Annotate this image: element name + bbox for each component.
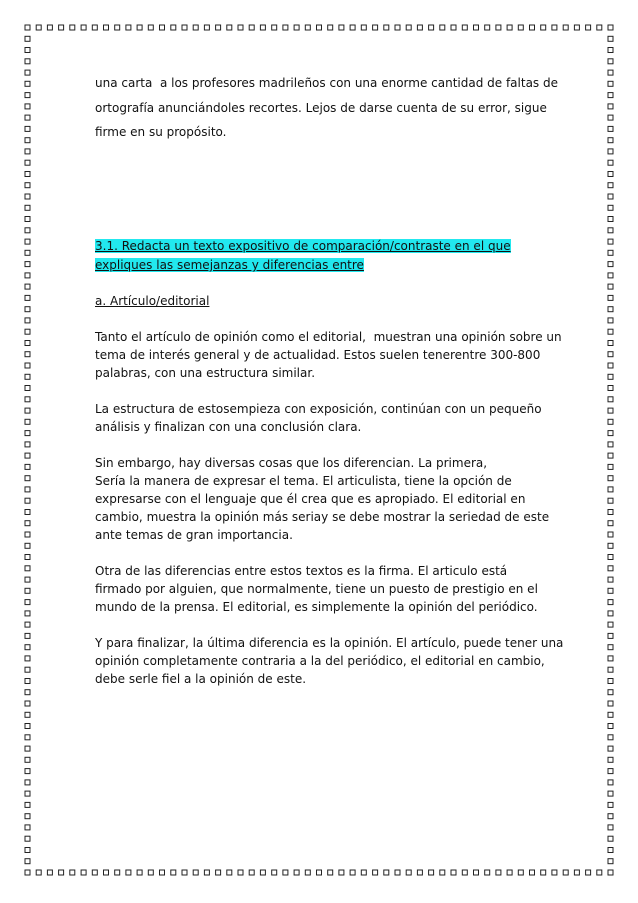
paragraph-line: tema de interés general y de actualidad. Estos suelen tenerentre 300-800	[95, 348, 541, 362]
paragraph-line: La estructura de estosempieza con exposición, continúan con un pequeño	[95, 402, 542, 416]
paragraph-line: palabras, con una estructura similar.	[95, 366, 316, 380]
paragraph-line: opinión completamente contraria a la del periódico, el editorial en cambio,	[95, 654, 545, 668]
paragraph-line: cambio, muestra la opinión más seriay se debe mostrar la seriedad de este	[95, 510, 550, 524]
paragraph-line: Sería la manera de expresar el tema. El articulista, tiene la opción de	[95, 474, 512, 488]
paragraph-line: Sin embargo, hay diversas cosas que los diferencian. La primera,	[95, 456, 488, 470]
task-line: expliques las semejanzas y diferencias entre	[95, 258, 364, 272]
paragraph-line: análisis y finalizan con una conclusión clara.	[95, 420, 362, 434]
paragraph-line: mundo de la prensa. El editorial, es simplemente la opinión del periódico.	[95, 600, 538, 614]
subheading: a. Artículo/editorial	[95, 294, 210, 308]
intro-line: firme en su propósito.	[95, 125, 227, 139]
intro-line: ortografía anunciándoles recortes. Lejos de darse cuenta de su error, sigue	[95, 101, 547, 115]
paragraph-line: firmado por alguien, que normalmente, tiene un puesto de prestigio en el	[95, 582, 538, 596]
paragraph-line: ante temas de gran importancia.	[95, 528, 293, 542]
paragraph-line: debe serle fiel a la opinión de este.	[95, 672, 307, 686]
paragraph-line: Tanto el artículo de opinión como el editorial, muestran una opinión sobre un	[95, 330, 562, 344]
paragraph-line: expresarse con el lenguaje que él crea que es apropiado. El editorial en	[95, 492, 526, 506]
intro-line: una carta a los profesores madrileños con una enorme cantidad de faltas de	[95, 76, 558, 90]
task-line: 3.1. Redacta un texto expositivo de comparación/contraste en el que	[95, 239, 511, 253]
page-border	[24, 24, 614, 876]
paragraph-line: Y para finalizar, la última diferencia es la opinión. El artículo, puede tener una	[95, 636, 564, 650]
paragraph-line: Otra de las diferencias entre estos textos es la firma. El articulo está	[95, 564, 508, 578]
